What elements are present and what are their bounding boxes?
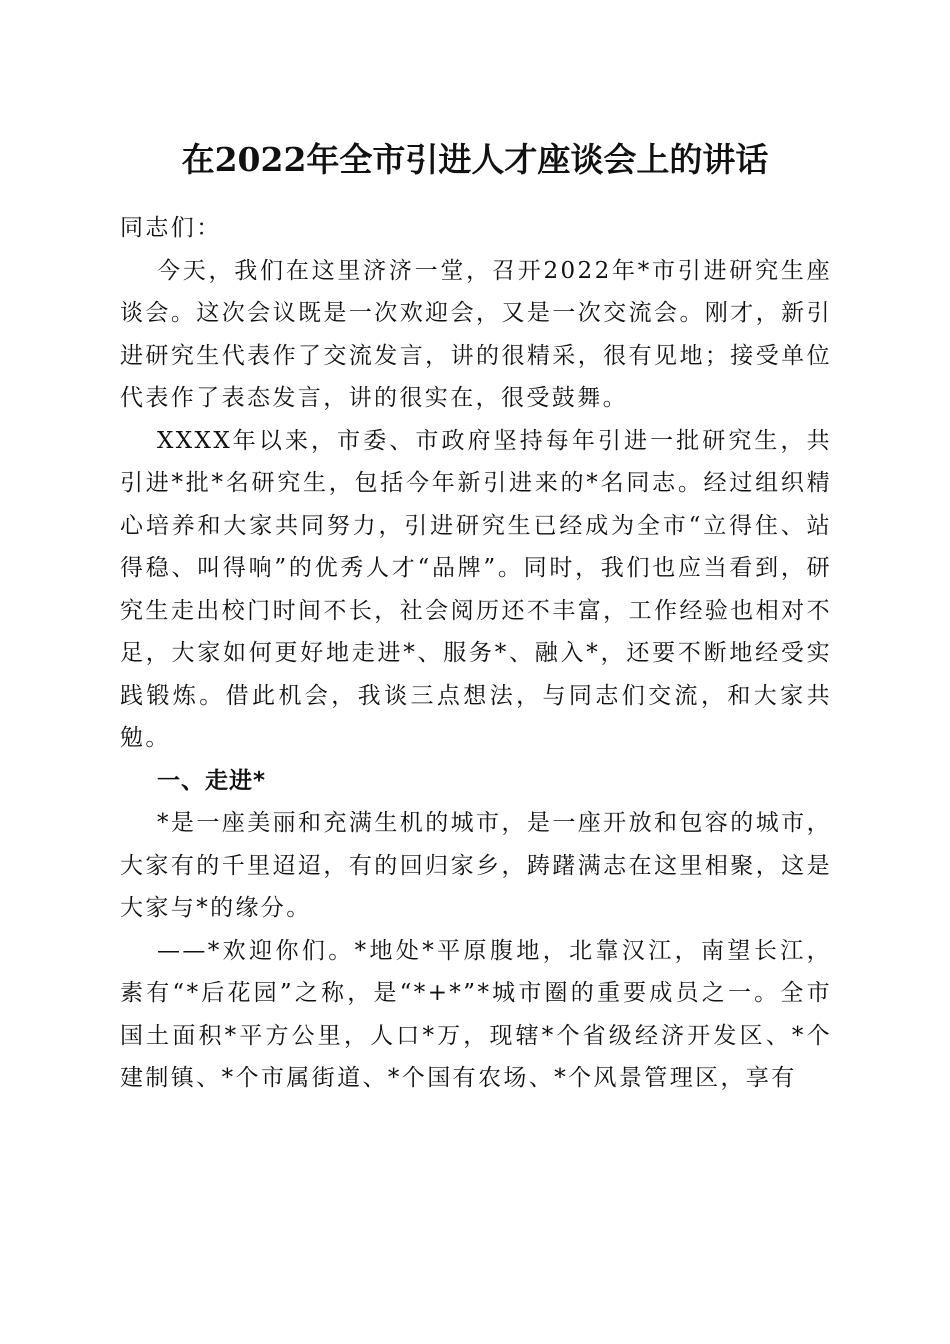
section-heading: 一、走进* bbox=[157, 767, 267, 794]
document-title: 在2022年全市引进人才座谈会上的讲话 bbox=[181, 140, 769, 179]
paragraph-welcome: ——*欢迎你们。*地处*平原腹地，北靠汉江，南望长江，素有“*后花园”之称，是“*+*”*城市圈的重要成员之一。全市国土面积*平方公里，人口*万，现辖*个省级经济开发区、*个建制镇、*个市属街道、*个国有农场、*个风景管理区，享有 bbox=[120, 937, 832, 1091]
salutation: 同志们： bbox=[120, 215, 222, 241]
document-body bbox=[120, 207, 832, 1100]
paragraph-city-intro: *是一座美丽和充满生机的城市，是一座开放和包容的城市，大家有的千里迢迢，有的回归家乡，踌躇满志在这里相聚，这是大家与*的缘分。 bbox=[120, 810, 832, 921]
paragraph-opening: 今天，我们在这里济济一堂，召开2022年*市引进研究生座谈会。这次会议既是一次欢迎会，又是一次交流会。刚才，新引进研究生代表作了交流发言，讲的很精采，很有见地；接受单位代表作了表态发言，讲的很实在，很受鼓舞。 bbox=[120, 257, 832, 411]
paragraph-background: XXXX年以来，市委、市政府坚持每年引进一批研究生，共引进*批*名研究生，包括今年新引进来的*名同志。经过组织精心培养和大家共同努力，引进研究生已经成为全市“立得住、站得稳、叫得响”的优秀人才“品牌”。同时，我们也应当看到，研究生走出校门时间不长，社会阅历还不丰富，工作经验也相对不足，大家如何更好地走进*、服务*、融入*，还要不断地经受实践锻炼。借此机会，我谈三点想法，与同志们交流，和大家共勉。 bbox=[120, 427, 832, 751]
